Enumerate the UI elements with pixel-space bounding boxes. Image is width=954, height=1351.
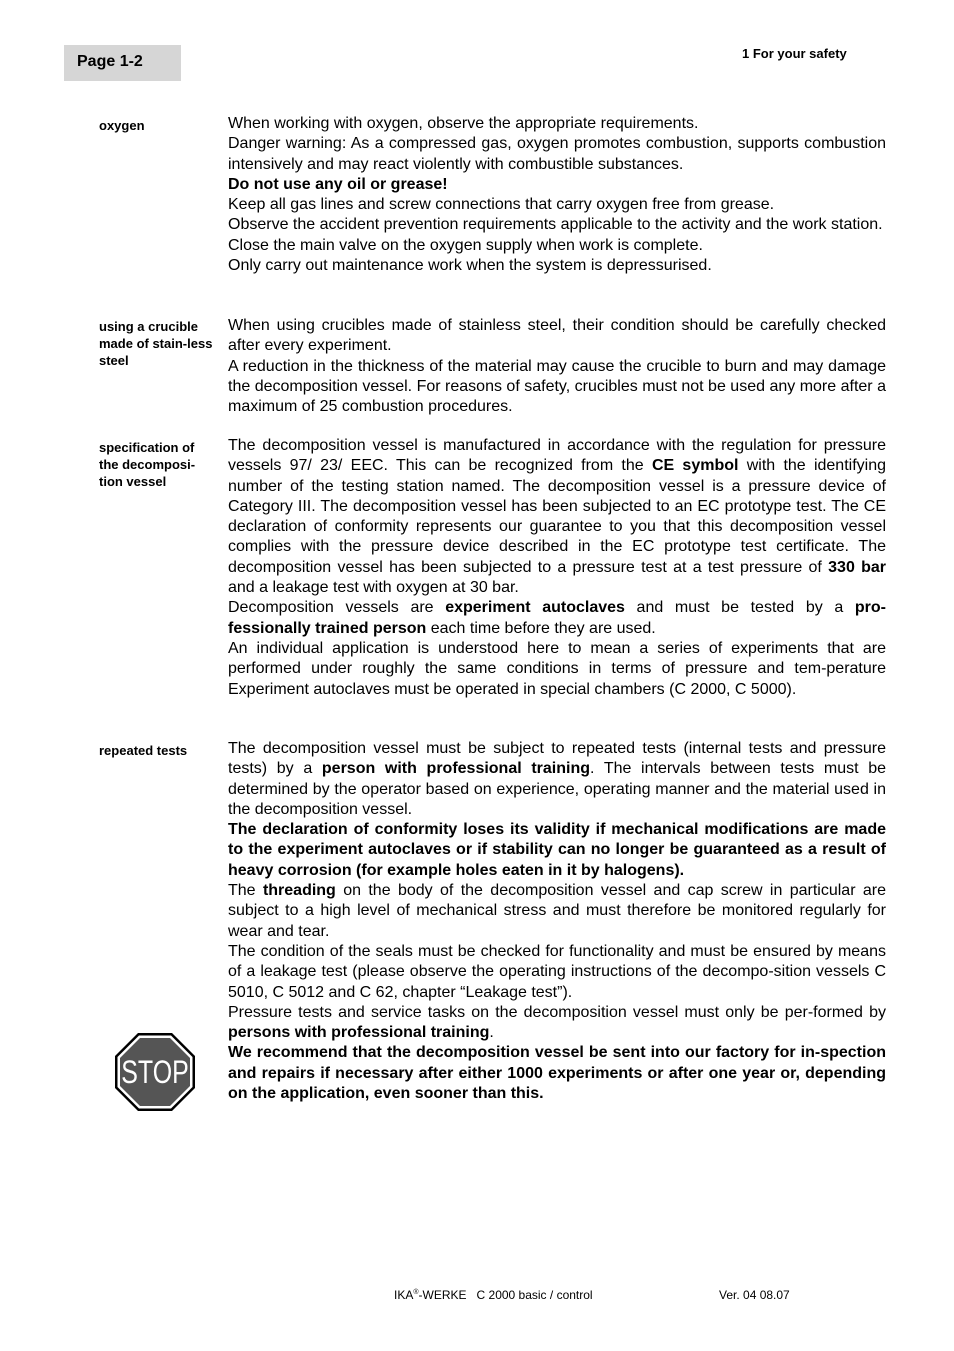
footer-version: Ver. 04 08.07 bbox=[719, 1288, 790, 1302]
paragraph: Close the main valve on the oxygen supply when work is complete. bbox=[228, 236, 703, 254]
side-label-oxygen: oxygen bbox=[99, 118, 145, 133]
recommendation-text: We recommend that the decomposition vessel be sent into our factory for in-spection and repairs if necessary after either 1000 experiments or after one year or, depending on the application, even sooner than this. bbox=[228, 1044, 886, 1103]
crucible-section bbox=[228, 316, 886, 417]
paragraph: An individual application is understood here to mean a series of experiments that are performed under roughly the same conditions in terms of pressure and tem-perature Experiment autoclaves must be operated in special chambers (C 2000, C 5000). bbox=[228, 639, 886, 698]
specification-section bbox=[228, 436, 886, 700]
chapter-title: 1 For your safety bbox=[742, 46, 847, 61]
paragraph: When working with oxygen, observe the appropriate requirements. bbox=[228, 115, 699, 132]
paragraph bbox=[228, 175, 886, 195]
paragraph: A reduction in the thickness of the material may cause the crucible to burn and may damage the decomposition vessel. For reasons of safety, crucibles must not be used any more after a maximum of 25 combustion procedures. bbox=[228, 357, 886, 416]
footer-brand: IKA®-WERKE C 2000 basic / control bbox=[394, 1288, 593, 1302]
paragraph: Observe the accident prevention requirements applicable to the activity and the work station. bbox=[228, 216, 883, 234]
paragraph: The condition of the seals must be checked for functionality and must be ensured by means of a leakage test (please observe the operating instructions of the decompo-sition vessels C 5010, C 5012 and C 62, chapter “Leakage test”). bbox=[228, 942, 886, 1001]
paragraph: Only carry out maintenance work when the system is depressurised. bbox=[228, 257, 712, 275]
page-number-badge: Page 1-2 bbox=[64, 45, 181, 81]
warning-text: The declaration of conformity loses its validity if mechanical modifications are made to the experiment autoclaves or if stability can no longer be guaranteed as a result of heavy corrosion (for example holes eaten in it by halogens). bbox=[228, 821, 886, 879]
paragraph: The threading on the body of the decomposition vessel and cap screw in particular are subject to a high level of mechanical stress and must therefore be monitored regularly for wear and tear. bbox=[228, 882, 886, 940]
warning-text: Do not use any oil or grease! bbox=[228, 175, 448, 193]
side-label-crucible: using a crucible made of stain-less steel bbox=[99, 319, 213, 368]
paragraph: The decomposition vessel must be subject to repeated tests (internal tests and pressure tests) by a person with professional training. The intervals between tests must be determined by the operator based on experience, operating manner and the material used in the decomposition vessel. bbox=[228, 740, 887, 818]
oxygen-section bbox=[228, 114, 886, 276]
stop-sign-icon bbox=[114, 1032, 196, 1112]
paragraph bbox=[228, 820, 886, 881]
paragraph: Danger warning: As a compressed gas, oxygen promotes combustion, supports combustion intensively and may react violently with combustible substances. bbox=[228, 135, 886, 173]
paragraph: When using crucibles made of stainless steel, their condition should be carefully checked after every experiment. bbox=[228, 317, 886, 355]
paragraph: Decomposition vessels are experiment autoclaves and must be tested by a pro-fessionally trained person each time before they are used. bbox=[228, 599, 886, 637]
side-label-repeated-tests: repeated tests bbox=[99, 743, 188, 758]
paragraph: Pressure tests and service tasks on the decomposition vessel must only be per-formed by persons with professional training. bbox=[228, 1003, 886, 1042]
stop-sign-text: STOP bbox=[121, 1055, 189, 1091]
paragraph bbox=[228, 1043, 886, 1104]
repeated-tests-section bbox=[228, 739, 886, 1104]
paragraph: Keep all gas lines and screw connections that carry oxygen free from grease. bbox=[228, 196, 775, 214]
paragraph: The decomposition vessel is manufactured in accordance with the regulation for pressure vessels 97/ 23/ EEC. This can be recognized from the CE symbol with the identifying number of the testing station named. The decomposition vessel is a pressure device of Category III. The decomposition vessel has been subjected to an EC prototype test. The CE declaration of conformity represents our guarantee to you that this decomposition vessel complies with the pressure device described in the EC prototype test certificate. The decomposition vessel has been subjected to a pressure test at a test pressure of 330 bar and a leakage test with oxygen at 30 bar. bbox=[228, 437, 887, 597]
side-label-specification: specification of the decomposi-tion vessel bbox=[99, 440, 196, 489]
